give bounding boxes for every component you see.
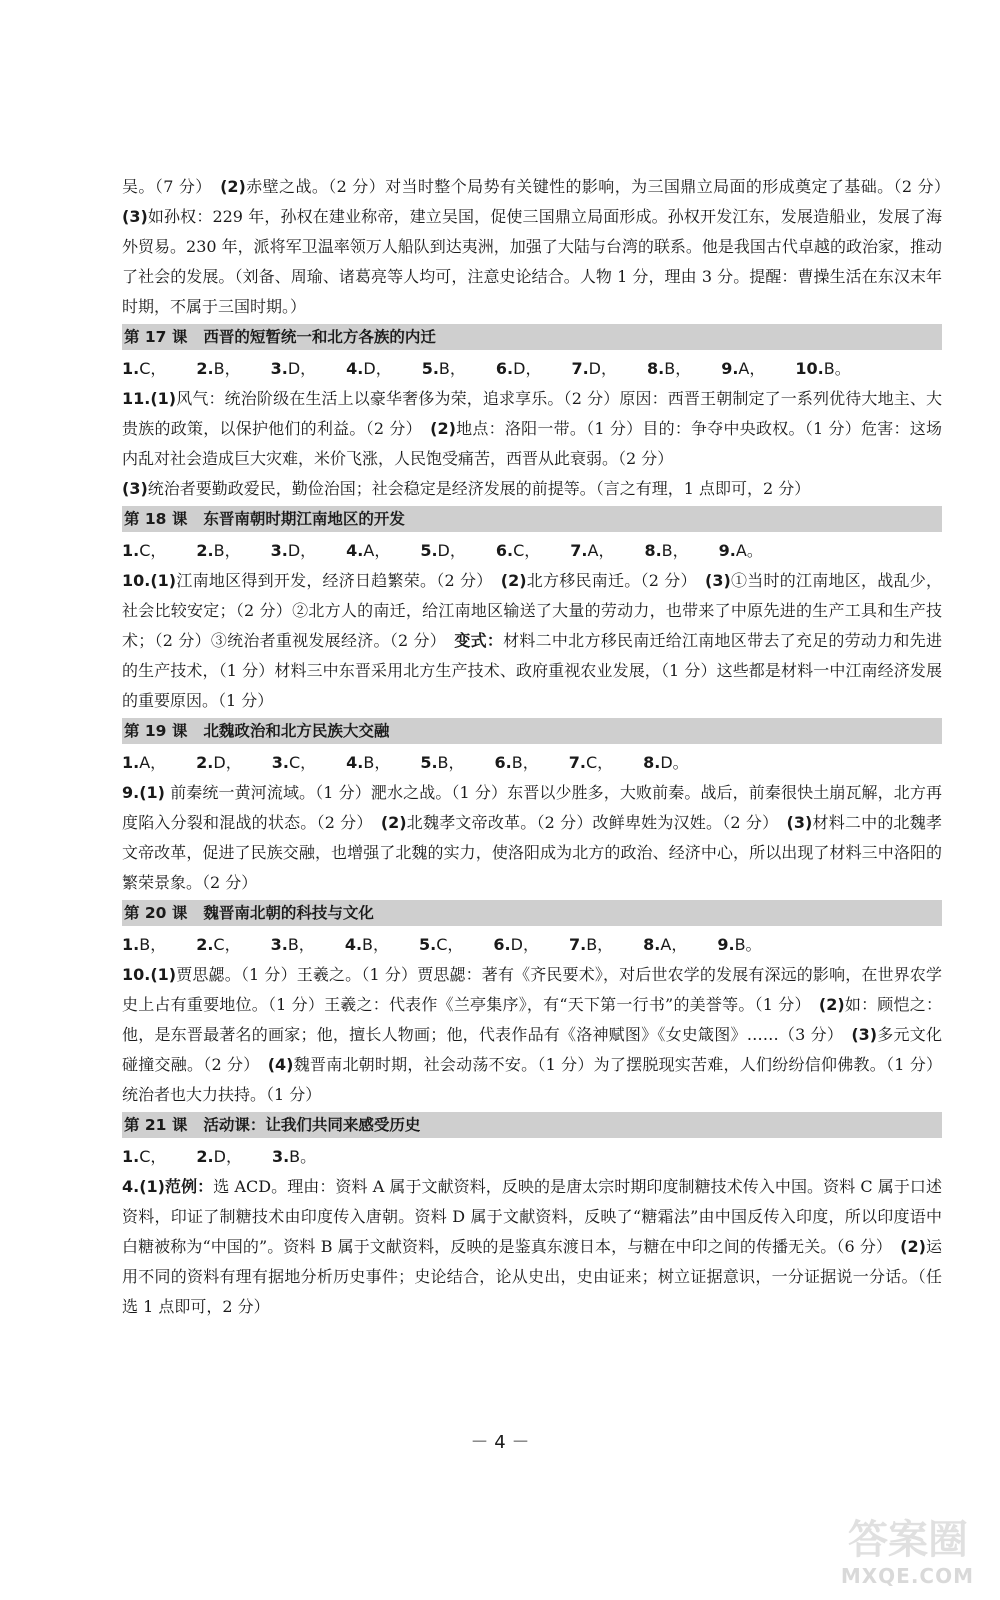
sub-number: (2) bbox=[430, 419, 456, 438]
choice-answer: 9.A， bbox=[721, 359, 766, 378]
text: 贾思勰。（1 分）王羲之。（1 分）贾思勰：著有《齐民要术》，对后世农学的发展有深远的影响，在世界农学史上占有重要地位。（1 分）王羲之：代表作《兰亭集序》，有“天下第一行书”的美誉等。（1 分） bbox=[122, 965, 942, 1014]
choice-answer: 7.D， bbox=[571, 359, 617, 378]
lesson-number: 第 18 课 bbox=[124, 510, 188, 528]
sub-number: (3) bbox=[122, 479, 148, 498]
text: 吴。（7 分） bbox=[122, 177, 204, 196]
choice-answer: 5.C， bbox=[419, 935, 464, 954]
choice-answer: 8.B， bbox=[647, 359, 692, 378]
sub-number: (1) bbox=[150, 965, 177, 984]
text: 风气：统治阶级在生活上以豪华奢侈为荣，追求享乐。（2 分）原因：西晋王朝制定了一系列优待大地主、大贵族的政策，以保护他们的利益。（2 分） bbox=[122, 389, 942, 438]
choice-answer: 1.C， bbox=[122, 359, 167, 378]
lesson-17-question bbox=[122, 384, 942, 504]
text: 北魏孝文帝改革。（2 分）改鲜卑姓为汉姓。（2 分） bbox=[406, 813, 771, 832]
question-number: 11. bbox=[122, 389, 151, 408]
choice-answer: 8.B， bbox=[644, 541, 689, 560]
sub-number: (2) bbox=[380, 813, 407, 832]
sub-number: (2) bbox=[900, 1237, 926, 1256]
choice-answer: 1.A， bbox=[122, 753, 167, 772]
question-number: 10. bbox=[122, 965, 151, 984]
sub-number: (2) bbox=[220, 177, 246, 196]
text: 统治者要勤政爱民，勤俭治国；社会稳定是经济发展的前提等。（言之有理，1 点即可，2 分） bbox=[147, 479, 811, 498]
lesson-19-choices bbox=[122, 748, 942, 778]
choice-answer: 2.B， bbox=[196, 541, 241, 560]
variant-label: 变式： bbox=[454, 631, 504, 650]
choice-answer: 6.D， bbox=[495, 359, 542, 378]
choice-answer: 3.B， bbox=[270, 935, 315, 954]
text: 材料二中北方移民南迁给江南地区带去了充足的劳动力和先进的生产技术，（1 分）材料三中东晋采用北方生产技术、政府重视农业发展，（1 分）这些都是材料一中江南经济发展的重要原因。（1 分） bbox=[122, 631, 942, 710]
choice-answer: 5.D， bbox=[420, 541, 466, 560]
sub-number: (1) bbox=[139, 1177, 165, 1196]
lesson-20-choices bbox=[122, 930, 942, 960]
text: 前秦统一黄河流域。（1 分）淝水之战。（1 分）东晋以少胜多，大败前秦。战后，前秦很快土崩瓦解，北方再度陷入分裂和混战的状态。（2 分） bbox=[122, 783, 942, 832]
lesson-18-question bbox=[122, 566, 942, 716]
question-number: 9. bbox=[122, 783, 140, 802]
lesson-21-header bbox=[122, 1112, 942, 1138]
choice-answer: 3.B。 bbox=[271, 1147, 317, 1166]
text: ①当时的江南地区，战乱少，社会比较安定；（2 分）②北方人的南迁，给江南地区输送了大量的劳动力，也带来了中原先进的生产工具和生产技术；（2 分）③统治者重视发展经济。（2 分） bbox=[122, 571, 942, 650]
choice-answer: 9.B。 bbox=[717, 935, 762, 954]
choice-answer: 4.B， bbox=[344, 935, 390, 954]
choice-answer: 2.B， bbox=[196, 359, 241, 378]
watermark-logo: 答案圈 bbox=[848, 1517, 968, 1563]
choice-answer: 4.A， bbox=[346, 541, 391, 560]
lesson-17-header bbox=[122, 324, 942, 350]
lesson-title: 魏晋南北朝的科技与文化 bbox=[203, 904, 374, 922]
lesson-20-header bbox=[122, 900, 942, 926]
lesson-title: 西晋的短暂统一和北方各族的内迁 bbox=[203, 328, 436, 346]
lesson-18-choices bbox=[122, 536, 942, 566]
lesson-19-header bbox=[122, 718, 942, 744]
lesson-21-question bbox=[122, 1172, 942, 1322]
text: 如孙权：229 年，孙权在建业称帝，建立吴国，促使三国鼎立局面形成。孙权开发江东，发展造船业，发展了海外贸易。230 年，派将军卫温率领万人船队到达夷洲，加强了大陆与台湾的联系。他是我国古代卓越的政治家，推动了社会的发展。（刘备、周瑜、诸葛亮等人均可，注意史论结合。人物 1 分，理由 3 分。提醒：曹操生活在东汉末年时期，不属于三国时期。） bbox=[122, 207, 942, 316]
sub-number: (2) bbox=[818, 995, 845, 1014]
watermark-text: MXQE.COM bbox=[840, 1564, 974, 1588]
question-number: 4. bbox=[122, 1177, 140, 1196]
text: 如：顾恺之：他，是东晋最著名的画家；他，擅长人物画；他，代表作品有《洛神赋图》《女史箴图》……（3 分） bbox=[122, 995, 942, 1044]
lesson-title: 北魏政治和北方民族大交融 bbox=[203, 722, 390, 740]
sub-number: (1) bbox=[139, 783, 165, 802]
page-number: － 4 － bbox=[470, 1432, 530, 1453]
choice-answer: 1.C， bbox=[122, 541, 167, 560]
text: 地点：洛阳一带。（1 分）目的：争夺中央政权。（1 分）危害：这场内乱对社会造成巨大灾难，米价飞涨，人民饱受痛苦，西晋从此衰弱。（2 分） bbox=[122, 419, 942, 468]
lesson-title: 东晋南朝时期江南地区的开发 bbox=[203, 510, 405, 528]
question-number: 10. bbox=[122, 571, 151, 590]
text: 多元文化碰撞交融。（2 分） bbox=[122, 1025, 942, 1074]
text: 北方移民南迁。（2 分） bbox=[526, 571, 689, 590]
text: 赤壁之战。（2 分）对当时整个局势有关键性的影响，为三国鼎立局面的形成奠定了基础。（2 分） bbox=[245, 177, 942, 196]
text: 材料二中的北魏孝文帝改革，促进了民族交融，也增强了北魏的实力，使洛阳成为北方的政治、经济中心，所以出现了材料三中洛阳的繁荣景象。（2 分） bbox=[122, 813, 942, 892]
choice-answer: 6.B， bbox=[494, 753, 539, 772]
lesson-number: 第 20 课 bbox=[124, 904, 188, 922]
choice-answer: 4.D， bbox=[346, 359, 392, 378]
choice-answer: 8.D。 bbox=[643, 753, 689, 772]
lesson-20-question bbox=[122, 960, 942, 1110]
choice-answer: 9.A。 bbox=[718, 541, 763, 560]
choice-answer: 1.C， bbox=[122, 1147, 167, 1166]
choice-answer: 7.B， bbox=[568, 935, 614, 954]
text: 运用不同的资料有理有据地分析历史事件；史论结合，论从史出，史由证来；树立证据意识，一分证据说一分话。（任选 1 点即可，2 分） bbox=[122, 1237, 942, 1316]
sub-number: (3) bbox=[122, 207, 148, 226]
choice-answer: 2.D， bbox=[196, 753, 242, 772]
choice-answer: 10.B。 bbox=[795, 359, 851, 378]
text: 魏晋南北朝时期，社会动荡不安。（1 分）为了摆脱现实苦难，人们纷纷信仰佛教。（1 分）统治者也大力扶持。（1 分） bbox=[122, 1055, 942, 1104]
choice-answer: 3.D， bbox=[270, 541, 317, 560]
lesson-number: 第 17 课 bbox=[124, 328, 188, 346]
choice-answer: 5.B， bbox=[420, 753, 465, 772]
lesson-number: 第 19 课 bbox=[124, 722, 188, 740]
choice-answer: 2.C， bbox=[196, 935, 241, 954]
sub-number: (1) bbox=[150, 389, 177, 408]
answer-key-page bbox=[122, 172, 942, 1322]
text: 选 ACD。理由：资料 A 属于文献资料，反映的是唐太宗时期印度制糖技术传入中国。资料 C 属于口述资料，印证了制糖技术由印度传入唐朝。资料 D 属于文献资料，反映了“糖霜法”由中国反传入印度，所以印度语中白糖被称为“中国的”。资料 B 属于文献资料，反映的是鉴真东渡日本，与糖在中印之间的传播无关。（6 分） bbox=[122, 1177, 942, 1256]
choice-answer: 6.C， bbox=[495, 541, 541, 560]
lesson-18-header bbox=[122, 506, 942, 532]
text: 江南地区得到开发，经济日趋繁荣。（2 分） bbox=[176, 571, 485, 590]
lesson-19-question bbox=[122, 778, 942, 898]
choice-answer: 7.A， bbox=[570, 541, 615, 560]
choice-answer: 8.A， bbox=[643, 935, 688, 954]
lesson-title: 活动课：让我们共同来感受历史 bbox=[203, 1116, 421, 1134]
choice-answer: 2.D， bbox=[196, 1147, 242, 1166]
example-label: 范例： bbox=[164, 1177, 214, 1196]
sub-number: (3) bbox=[705, 571, 731, 590]
choice-answer: 6.D， bbox=[493, 935, 539, 954]
watermark bbox=[784, 1508, 974, 1588]
sub-number: (1) bbox=[150, 571, 177, 590]
choice-answer: 3.C， bbox=[271, 753, 317, 772]
sub-number: (4) bbox=[267, 1055, 294, 1074]
choice-answer: 3.D， bbox=[270, 359, 317, 378]
choice-answer: 5.B， bbox=[421, 359, 466, 378]
sub-number: (3) bbox=[786, 813, 813, 832]
choice-answer: 1.B， bbox=[122, 935, 167, 954]
choice-answer: 4.B， bbox=[346, 753, 391, 772]
paragraph-three-kingdoms bbox=[122, 172, 942, 322]
lesson-number: 第 21 课 bbox=[124, 1116, 188, 1134]
lesson-17-choices bbox=[122, 354, 942, 384]
lesson-21-choices bbox=[122, 1142, 942, 1172]
sub-number: (2) bbox=[500, 571, 527, 590]
choice-answer: 7.C， bbox=[568, 753, 614, 772]
sub-number: (3) bbox=[851, 1025, 878, 1044]
